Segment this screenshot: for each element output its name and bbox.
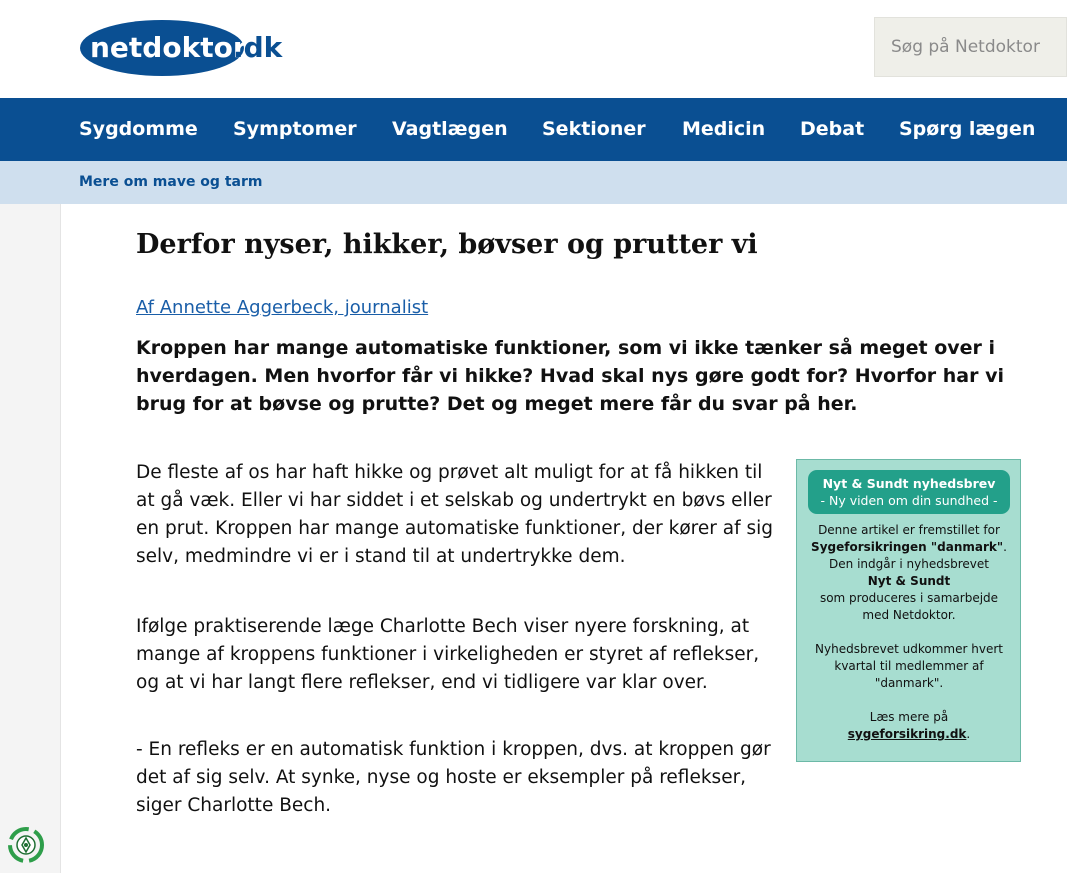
article-title: Derfor nyser, hikker, bøvser og prutter vi — [136, 229, 758, 260]
article-lead: Kroppen har mange automatiske funktioner, som vi ikke tænker så meget over i hverdagen. Men hvorfor får vi hikke? Hvad skal nys gøre godt for? Hvorfor har vi brug for at bøvse og prutte? Det og meget mere får du svar på her. — [136, 337, 1005, 415]
article-paragraph: Ifølge praktiserende læge Charlotte Bech viser nyere forskning, at mange af kroppens funktioner i virkeligheden er styret af reflekser, og at vi har langt flere reflekser, end vi tidligere var klar over. — [136, 616, 760, 693]
newsletter-body — [803, 522, 1015, 743]
newsletter-subtitle: - Ny viden om din sundhed - — [820, 493, 998, 508]
site-header — [0, 0, 1067, 98]
newsletter-link-line — [803, 726, 1015, 743]
article-paragraph: De fleste af os har haft hikke og prøvet alt muligt for at få hikken til at gå væk. Eller vi har siddet i et selskab og undertrykt en bøvs eller en prut. Kroppen har mange automatiske funktioner, der kører af sig selv, medmindre vi er i stand til at undertrykke dem. — [136, 462, 774, 567]
newsletter-line: "danmark". — [874, 676, 944, 690]
netdoktor-logo[interactable] — [80, 19, 296, 77]
left-gutter — [0, 204, 61, 873]
newsletter-line: med Netdoktor. — [862, 608, 956, 622]
nav-item-spoerg-laegen[interactable]: Spørg lægen — [899, 118, 1036, 140]
nav-item-medicin[interactable]: Medicin — [682, 118, 766, 140]
newsletter-org-line — [803, 539, 1015, 556]
sygeforsikring-link[interactable]: sygeforsikring.dk — [847, 727, 967, 741]
search-input[interactable] — [889, 36, 1052, 58]
newsletter-line: Nyhedsbrevet udkommer hvert — [815, 642, 1003, 656]
newsletter-box — [796, 459, 1021, 762]
newsletter-line: Denne artikel er fremstillet for — [818, 523, 1000, 537]
recycle-icon[interactable] — [8, 827, 44, 863]
nav-item-sygdomme[interactable]: Sygdomme — [79, 118, 198, 140]
newsletter-line: kvartal til medlemmer af — [834, 659, 984, 673]
newsletter-period: . — [1003, 540, 1007, 554]
logo-text-main: netdoktor — [90, 31, 247, 64]
newsletter-line: som produceres i samarbejde — [819, 591, 999, 605]
main-navigation — [0, 98, 1067, 161]
nav-item-sektioner[interactable]: Sektioner — [542, 118, 646, 140]
author-link[interactable]: Af Annette Aggerbeck, journalist — [136, 297, 429, 318]
newsletter-line: Den indgår i nyhedsbrevet — [829, 557, 989, 571]
newsletter-link-period: . — [966, 727, 971, 741]
nav-item-symptomer[interactable]: Symptomer — [233, 118, 357, 140]
search-box[interactable] — [874, 17, 1067, 77]
nav-item-vagtlaegen[interactable]: Vagtlægen — [392, 118, 508, 140]
logo-text-tld: .dk — [233, 31, 283, 64]
newsletter-read-more: Læs mere på — [869, 710, 949, 724]
newsletter-header — [808, 470, 1010, 514]
newsletter-title: Nyt & Sundt nyhedsbrev — [822, 476, 996, 491]
sub-navigation — [0, 161, 1067, 204]
nav-item-debat[interactable]: Debat — [800, 118, 865, 140]
subnav-link-mave-tarm[interactable]: Mere om mave og tarm — [79, 174, 263, 190]
newsletter-org-name: Sygeforsikringen "danmark" — [811, 540, 1004, 554]
article-paragraph: - En refleks er en automatisk funktion i kroppen, dvs. at kroppen gør det af sig selv. At synke, nyse og hoste er eksempler på reflekser, siger Charlotte Bech. — [136, 739, 771, 816]
newsletter-name: Nyt & Sundt — [867, 574, 951, 588]
